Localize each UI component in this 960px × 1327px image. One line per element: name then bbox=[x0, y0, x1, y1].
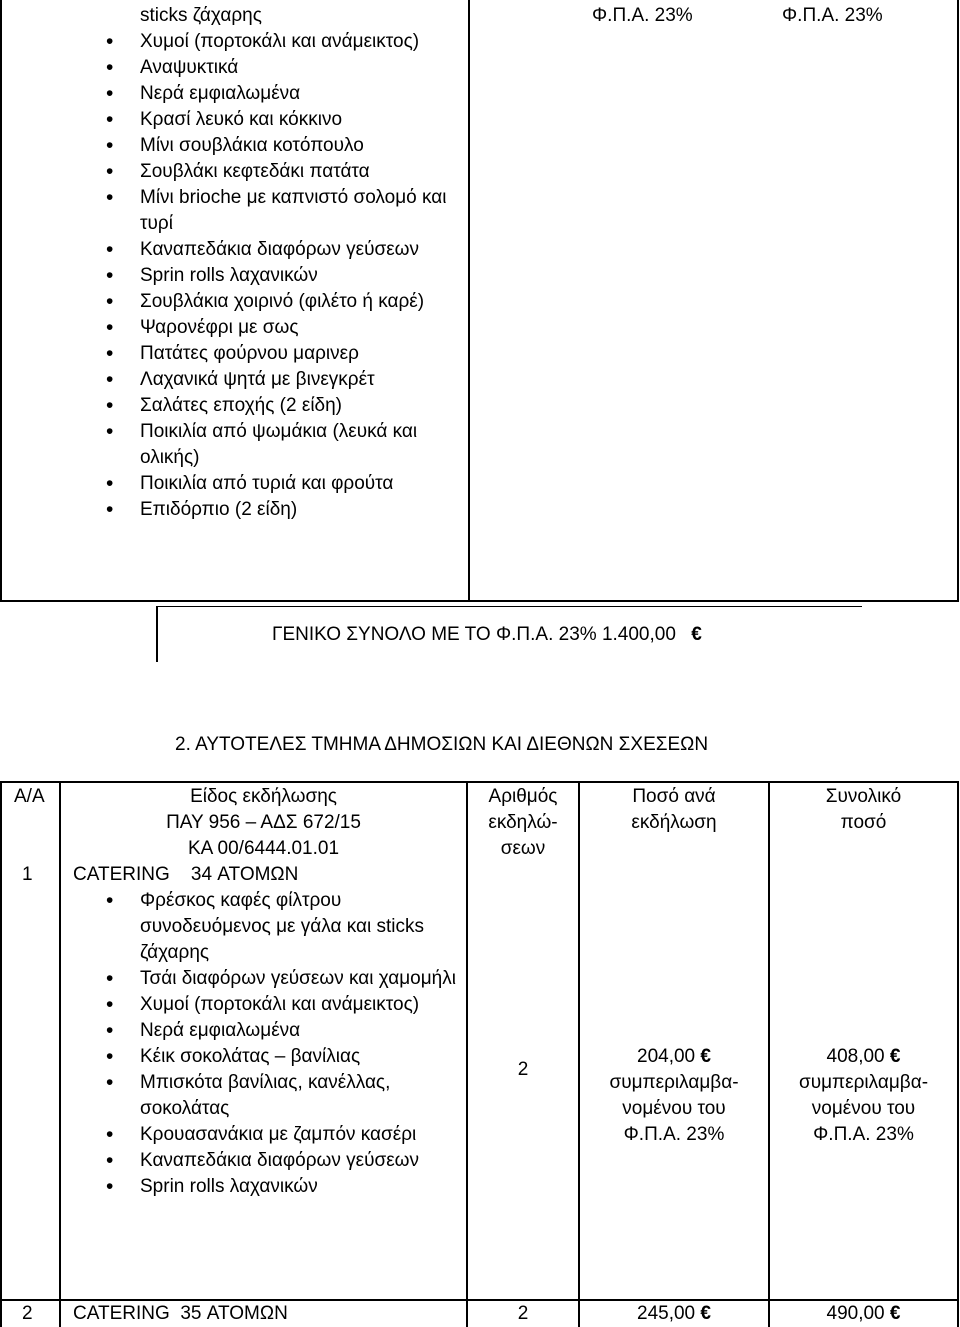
row1-per-line4: Φ.Π.Α. 23% bbox=[623, 1124, 725, 1145]
row2-total-amount: 490,00 bbox=[826, 1303, 885, 1324]
header-kind-line3: ΚΑ 00/6444.01.01 bbox=[187, 838, 340, 859]
header-kind-line1: Είδος εκδήλωσης bbox=[190, 786, 337, 807]
header-count bbox=[468, 784, 578, 862]
menu-item-list bbox=[104, 29, 464, 523]
menu-item: • Ποικιλία από ψωμάκια (λευκά και ολικής) bbox=[104, 419, 464, 471]
header-count-line3: σεων bbox=[500, 838, 546, 859]
menu-item: • Sprin rolls λαχανικών bbox=[104, 263, 464, 289]
menu-item: • Λαχανικά ψητά με βινεγκρέτ bbox=[104, 367, 464, 393]
menu-item: • Σουβλάκι κεφτεδάκι πατάτα bbox=[104, 159, 464, 185]
header-aa: Α/Α bbox=[14, 786, 45, 807]
header-kind-line2: ΠΑΥ 956 – ΑΔΣ 672/15 bbox=[166, 812, 361, 833]
header-per-event bbox=[580, 784, 768, 836]
grand-total-top-border bbox=[156, 606, 862, 607]
menu-item: • Κρασί λευκό και κόκκινο bbox=[104, 107, 464, 133]
grand-total-left-border bbox=[156, 606, 158, 662]
grand-total-text bbox=[272, 622, 702, 648]
menu-item: • Καναπεδάκια διαφόρων γεύσεων bbox=[104, 237, 464, 263]
row1-total-line4: Φ.Π.Α. 23% bbox=[813, 1124, 914, 1145]
row1-total-line3: νομένου του bbox=[811, 1098, 916, 1119]
grand-total-label: ΓΕΝΙΚΟ ΣΥΝΟΛΟ ΜΕ ΤΟ Φ.Π.Α. 23% 1.400,00 bbox=[272, 624, 676, 645]
menu-item: • Σουβλάκια χοιρινό (φιλέτο ή καρέ) bbox=[104, 289, 464, 315]
row2-title: CATERING 35 ΑΤΟΜΩΝ bbox=[73, 1303, 288, 1324]
menu-item: • Μίνι brioche με καπνιστό σολομό και τυρί bbox=[104, 185, 464, 237]
table2-right-border bbox=[957, 781, 959, 1327]
menu-item: • Νερά εμφιαλωμένα bbox=[104, 1018, 460, 1044]
section-title: 2. ΑΥΤΟΤΕΛΕΣ ΤΜΗΜΑ ΔΗΜΟΣΙΩΝ ΚΑΙ ΔΙΕΘΝΩΝ ΣΧΕΣΕΩΝ bbox=[175, 734, 709, 755]
table1-right-border bbox=[957, 0, 959, 601]
row1-item-list bbox=[104, 888, 460, 1200]
menu-item: • Επιδόρπιο (2 είδη) bbox=[104, 497, 464, 523]
row1-aa: 1 bbox=[22, 864, 33, 885]
menu-item: • Μίνι σουβλάκια κοτόπουλο bbox=[104, 133, 464, 159]
euro-icon: € bbox=[691, 624, 702, 645]
row1-item-cell bbox=[104, 888, 460, 1200]
euro-icon: € bbox=[889, 1303, 901, 1324]
menu-item: • Χυμοί (πορτοκάλι και ανάμεικτος) bbox=[104, 29, 464, 55]
table1-bottom-border bbox=[0, 600, 959, 602]
menu-item: • Sprin rolls λαχανικών bbox=[104, 1174, 460, 1200]
table1-divider bbox=[468, 0, 470, 601]
row2-count: 2 bbox=[517, 1303, 529, 1324]
row1-per-amount-line bbox=[580, 1044, 768, 1070]
row2-per-amount: 245,00 bbox=[637, 1303, 696, 1324]
menu-item: • Νερά εμφιαλωμένα bbox=[104, 81, 464, 107]
row1-title: CATERING 34 ΑΤΟΜΩΝ bbox=[73, 864, 299, 885]
row1-total bbox=[770, 1044, 957, 1148]
menu-item: • Τσάι διαφόρων γεύσεων και χαμομήλι bbox=[104, 966, 460, 992]
euro-icon: € bbox=[700, 1046, 711, 1067]
vat-col-b: Φ.Π.Α. 23% bbox=[782, 5, 883, 26]
menu-item: • Φρέσκος καφές φίλτρου συνοδευόμενος με γάλα και sticks ζάχαρης bbox=[104, 888, 460, 966]
row2-per-event bbox=[580, 1301, 768, 1327]
euro-icon: € bbox=[700, 1303, 711, 1324]
table2-left-border bbox=[0, 781, 2, 1327]
euro-icon: € bbox=[889, 1046, 901, 1067]
row1-total-amount: 408,00 bbox=[826, 1046, 885, 1067]
header-count-line2: εκδηλώ- bbox=[488, 812, 558, 833]
row1-count: 2 bbox=[517, 1059, 529, 1080]
table2-col-kind-border bbox=[466, 781, 468, 1327]
menu-item: • Χυμοί (πορτοκάλι και ανάμεικτος) bbox=[104, 992, 460, 1018]
menu-item: • Αναψυκτικά bbox=[104, 55, 464, 81]
header-kind bbox=[61, 784, 466, 862]
menu-item: • Σαλάτες εποχής (2 είδη) bbox=[104, 393, 464, 419]
row1-total-line2: συμπεριλαμβα- bbox=[798, 1072, 929, 1093]
row1-per-event bbox=[580, 1044, 768, 1148]
row1-per-amount: 204,00 bbox=[637, 1046, 696, 1067]
menu-item: • Κρουασανάκια με ζαμπόν κασέρι bbox=[104, 1122, 460, 1148]
row1-per-line3: νομένου του bbox=[622, 1098, 726, 1119]
table2-col-aa-border bbox=[59, 781, 61, 1327]
continued-text: sticks ζάχαρης bbox=[140, 5, 262, 26]
header-total-line1: Συνολικό bbox=[825, 786, 902, 807]
header-total-line2: ποσό bbox=[840, 812, 887, 833]
menu-item: • Μπισκότα βανίλιας, κανέλλας, σοκολάτας bbox=[104, 1070, 460, 1122]
row2-total bbox=[770, 1301, 957, 1327]
table2-top-border bbox=[0, 781, 959, 783]
menu-item: • Ψαρονέφρι με σως bbox=[104, 315, 464, 341]
menu-item: • Κέικ σοκολάτας – βανίλιας bbox=[104, 1044, 460, 1070]
header-count-line1: Αριθμός bbox=[488, 786, 558, 807]
row2-aa: 2 bbox=[22, 1303, 33, 1324]
menu-item: • Πατάτες φούρνου μαρινερ bbox=[104, 341, 464, 367]
table1-content-cell bbox=[104, 3, 464, 523]
row1-total-amount-line bbox=[770, 1044, 957, 1070]
row1-per-line2: συμπεριλαμβα- bbox=[609, 1072, 739, 1093]
menu-item: • Καναπεδάκια διαφόρων γεύσεων bbox=[104, 1148, 460, 1174]
menu-item: • Ποικιλία από τυριά και φρούτα bbox=[104, 471, 464, 497]
header-per-line2: εκδήλωση bbox=[631, 812, 717, 833]
header-total bbox=[770, 784, 957, 836]
vat-col-a: Φ.Π.Α. 23% bbox=[592, 5, 693, 26]
table1-left-border bbox=[0, 0, 2, 601]
header-per-line1: Ποσό ανά bbox=[632, 786, 716, 807]
